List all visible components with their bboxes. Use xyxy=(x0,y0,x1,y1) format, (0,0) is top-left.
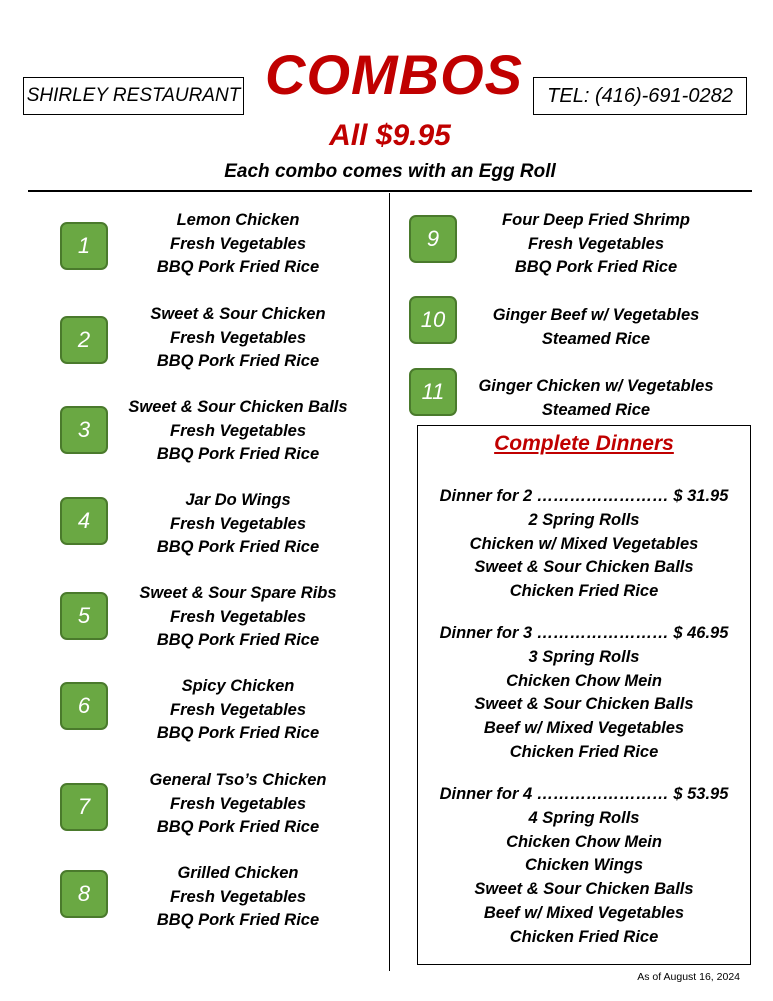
combo-line: Sweet & Sour Chicken Balls xyxy=(128,398,348,416)
combo-line: Jar Do Wings xyxy=(185,491,291,509)
combo-line: Fresh Vegetables xyxy=(169,514,307,533)
combo-number-badge: 2 xyxy=(60,316,108,364)
combo-item-10 xyxy=(466,304,726,351)
combo-price: All $9.95 xyxy=(329,119,451,152)
egg-roll-note: Each combo comes with an Egg Roll xyxy=(224,161,556,182)
combo-line: BBQ Pork Fried Rice xyxy=(156,352,320,371)
dinner-item: Beef w/ Mixed Vegetables xyxy=(483,719,685,738)
combo-line: Sweet & Sour Chicken xyxy=(150,305,326,323)
combo-number-badge: 9 xyxy=(409,215,457,263)
combo-item-1 xyxy=(118,209,358,280)
combo-line: Steamed Rice xyxy=(541,329,651,348)
combo-number-badge: 4 xyxy=(60,497,108,545)
combo-item-4 xyxy=(118,489,358,560)
combo-number-badge: 1 xyxy=(60,222,108,270)
combo-line: BBQ Pork Fried Rice xyxy=(156,724,320,743)
combo-line: BBQ Pork Fried Rice xyxy=(156,818,320,837)
phone-number: TEL: (416)-691-0282 xyxy=(533,77,747,115)
combo-line: Sweet & Sour Spare Ribs xyxy=(139,584,337,602)
combo-number-badge: 8 xyxy=(60,870,108,918)
combo-item-8 xyxy=(118,862,358,933)
dinner-item: Sweet & Sour Chicken Balls xyxy=(474,695,694,714)
combo-line: Lemon Chicken xyxy=(176,211,300,229)
combo-line: General Tso’s Chicken xyxy=(149,771,327,789)
combo-item-6 xyxy=(118,675,358,746)
combo-number-badge: 7 xyxy=(60,783,108,831)
dinner-package-3 xyxy=(417,622,751,765)
header-divider xyxy=(28,190,752,192)
combo-line: BBQ Pork Fried Rice xyxy=(514,258,678,277)
combo-line: Fresh Vegetables xyxy=(169,794,307,813)
dinner-header: Dinner for 3 …………………… $ 46.95 xyxy=(439,624,729,642)
dinner-item: Chicken Chow Mein xyxy=(506,832,662,851)
complete-dinners-title: Complete Dinners xyxy=(494,432,674,455)
combo-item-7 xyxy=(118,769,358,840)
combo-item-9 xyxy=(466,209,726,280)
dinner-item: Chicken Fried Rice xyxy=(509,742,659,761)
combo-line: Fresh Vegetables xyxy=(527,234,665,253)
combo-line: Fresh Vegetables xyxy=(169,887,307,906)
dinner-item: Sweet & Sour Chicken Balls xyxy=(474,558,694,577)
combo-item-11 xyxy=(466,375,726,422)
dinner-item: Chicken Fried Rice xyxy=(509,927,659,946)
dinner-header: Dinner for 4 …………………… $ 53.95 xyxy=(439,785,729,803)
combo-line: BBQ Pork Fried Rice xyxy=(156,258,320,277)
dinner-header: Dinner for 2 …………………… $ 31.95 xyxy=(439,487,729,505)
combo-number-badge: 5 xyxy=(60,592,108,640)
dinner-item: Beef w/ Mixed Vegetables xyxy=(483,903,685,922)
combo-line: Four Deep Fried Shrimp xyxy=(502,211,690,229)
dinner-item: Chicken Chow Mein xyxy=(506,671,662,690)
combo-line: Fresh Vegetables xyxy=(169,607,307,626)
combo-line: Grilled Chicken xyxy=(177,864,299,882)
combo-line: BBQ Pork Fried Rice xyxy=(156,911,320,930)
dinner-item: Chicken w/ Mixed Vegetables xyxy=(469,534,699,553)
combo-item-2 xyxy=(118,303,358,374)
dinner-item: 3 Spring Rolls xyxy=(528,647,640,666)
column-divider xyxy=(389,193,390,971)
as-of-date: As of August 16, 2024 xyxy=(637,971,740,983)
combo-number-badge: 3 xyxy=(60,406,108,454)
combo-number-badge: 6 xyxy=(60,682,108,730)
dinner-item: Chicken Fried Rice xyxy=(509,582,659,601)
combo-line: Ginger Chicken w/ Vegetables xyxy=(478,377,714,395)
combo-line: Steamed Rice xyxy=(541,400,651,419)
combo-line: BBQ Pork Fried Rice xyxy=(156,631,320,650)
combo-line: BBQ Pork Fried Rice xyxy=(156,445,320,464)
combo-line: BBQ Pork Fried Rice xyxy=(156,538,320,557)
restaurant-name: SHIRLEY RESTAURANT xyxy=(23,77,244,115)
dinner-item: Sweet & Sour Chicken Balls xyxy=(474,880,694,899)
combo-item-3 xyxy=(108,396,368,467)
dinner-package-4 xyxy=(417,783,751,950)
combo-item-5 xyxy=(118,582,358,653)
dinner-item: 2 Spring Rolls xyxy=(528,510,640,529)
combo-line: Fresh Vegetables xyxy=(169,421,307,440)
dinner-item: 4 Spring Rolls xyxy=(528,808,640,827)
combo-line: Spicy Chicken xyxy=(181,677,295,695)
combo-number-badge: 10 xyxy=(409,296,457,344)
combo-line: Fresh Vegetables xyxy=(169,700,307,719)
dinner-item: Chicken Wings xyxy=(524,856,644,875)
combo-line: Ginger Beef w/ Vegetables xyxy=(492,306,700,324)
combo-number-badge: 11 xyxy=(409,368,457,416)
dinner-package-2 xyxy=(417,485,751,604)
combo-line: Fresh Vegetables xyxy=(169,234,307,253)
combo-line: Fresh Vegetables xyxy=(169,328,307,347)
page-title: COMBOS xyxy=(265,43,523,106)
